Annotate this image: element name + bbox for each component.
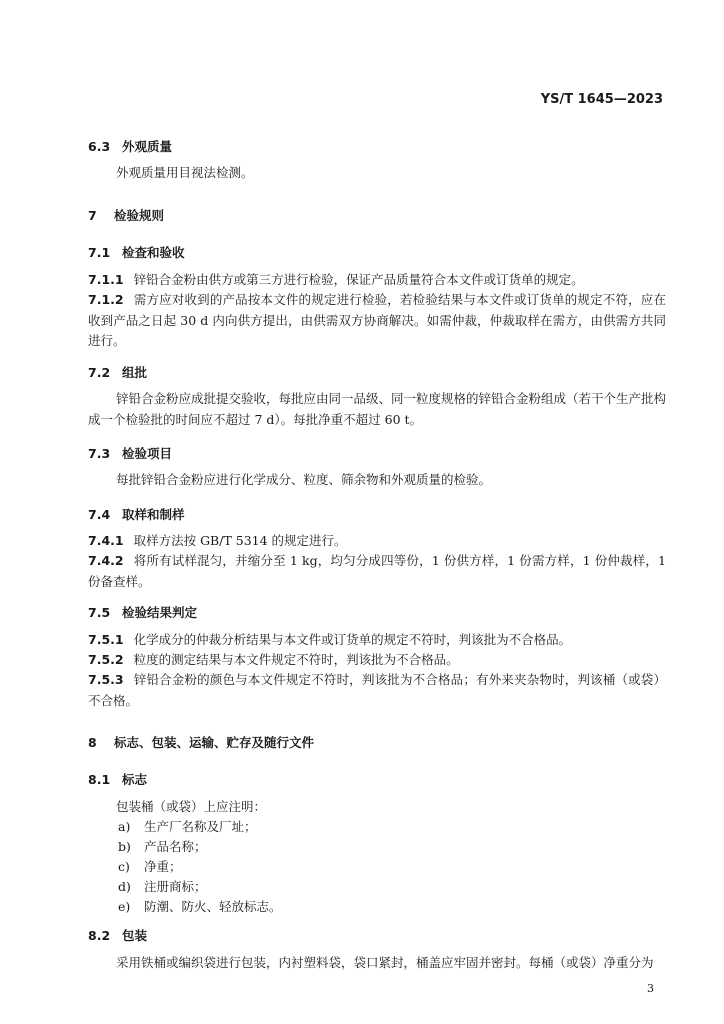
heading-7-4: 7.4 取样和制样 bbox=[88, 507, 185, 522]
list-item: c) 净重； bbox=[118, 859, 182, 874]
clause-7-4-2: 7.4.2 将所有试样混匀，并缩分至 1 kg，均匀分成四等份，1 份供方样，1 份需方样，1 份仲裁样，1 份备查样。 bbox=[88, 553, 666, 589]
para-6-3: 外观质量用目视法检测。 bbox=[116, 165, 254, 180]
clause-7-5-3: 7.5.3 锌铅合金粉的颜色与本文件规定不符时，判该批为不合格品；有外来夹杂物时，判该桶（或袋）不合格。 bbox=[88, 672, 666, 708]
page-number: 3 bbox=[647, 982, 654, 995]
clause-7-4-1: 7.4.1 取样方法按 GB/T 5314 的规定进行。 bbox=[88, 533, 347, 548]
heading-7-2: 7.2 组批 bbox=[88, 365, 148, 380]
para-8-2: 采用铁桶或编织袋进行包装，内衬塑料袋，袋口紧封，桶盖应牢固并密封。每桶（或袋）净重分为 bbox=[116, 955, 654, 970]
clause-7-5-2: 7.5.2 粒度的测定结果与本文件规定不符时，判该批为不合格品。 bbox=[88, 652, 459, 667]
clause-7-1-2: 7.1.2 需方应对收到的产品按本文件的规定进行检验，若检验结果与本文件或订货单的规定不符，应在收到产品之日起 30 d 内向供方提出，由供需双方协商解决。如需仲裁，仲裁取样在需方，由供需方共同进行。 bbox=[88, 292, 666, 348]
heading-8-2: 8.2 包装 bbox=[88, 928, 148, 943]
heading-8-1: 8.1 标志 bbox=[88, 772, 148, 787]
document-id: YS/T 1645—2023 bbox=[540, 92, 663, 107]
heading-7: 7 检验规则 bbox=[88, 208, 165, 223]
heading-6-3: 6.3 外观质量 bbox=[88, 139, 173, 154]
heading-8: 8 标志、包装、运输、贮存及随行文件 bbox=[88, 735, 315, 750]
para-8-1-intro: 包装桶（或袋）上应注明： bbox=[116, 799, 267, 814]
para-7-2: 锌铅合金粉应成批提交验收，每批应由同一品级、同一粒度规格的锌铅合金粉组成（若干个生产批构成一个检验批的时间应不超过 7 d）。每批净重不超过 60 t。 bbox=[88, 391, 667, 427]
clause-7-5-1: 7.5.1 化学成分的仲裁分析结果与本文件或订货单的规定不符时，判该批为不合格品。 bbox=[88, 632, 572, 647]
list-item: a) 生产厂名称及厂址； bbox=[118, 819, 257, 834]
list-item: d) 注册商标； bbox=[118, 879, 207, 894]
para-7-3: 每批锌铅合金粉应进行化学成分、粒度、筛余物和外观质量的检验。 bbox=[116, 472, 492, 487]
clause-7-1-1: 7.1.1 锌铅合金粉由供方或第三方进行检验，保证产品质量符合本文件或订货单的规定。 bbox=[88, 272, 584, 287]
heading-7-1: 7.1 检查和验收 bbox=[88, 245, 185, 260]
list-item: b) 产品名称； bbox=[118, 839, 207, 854]
heading-7-5: 7.5 检验结果判定 bbox=[88, 605, 198, 620]
heading-7-3: 7.3 检验项目 bbox=[88, 446, 173, 461]
list-item: e) 防潮、防火、轻放标志。 bbox=[118, 899, 282, 914]
